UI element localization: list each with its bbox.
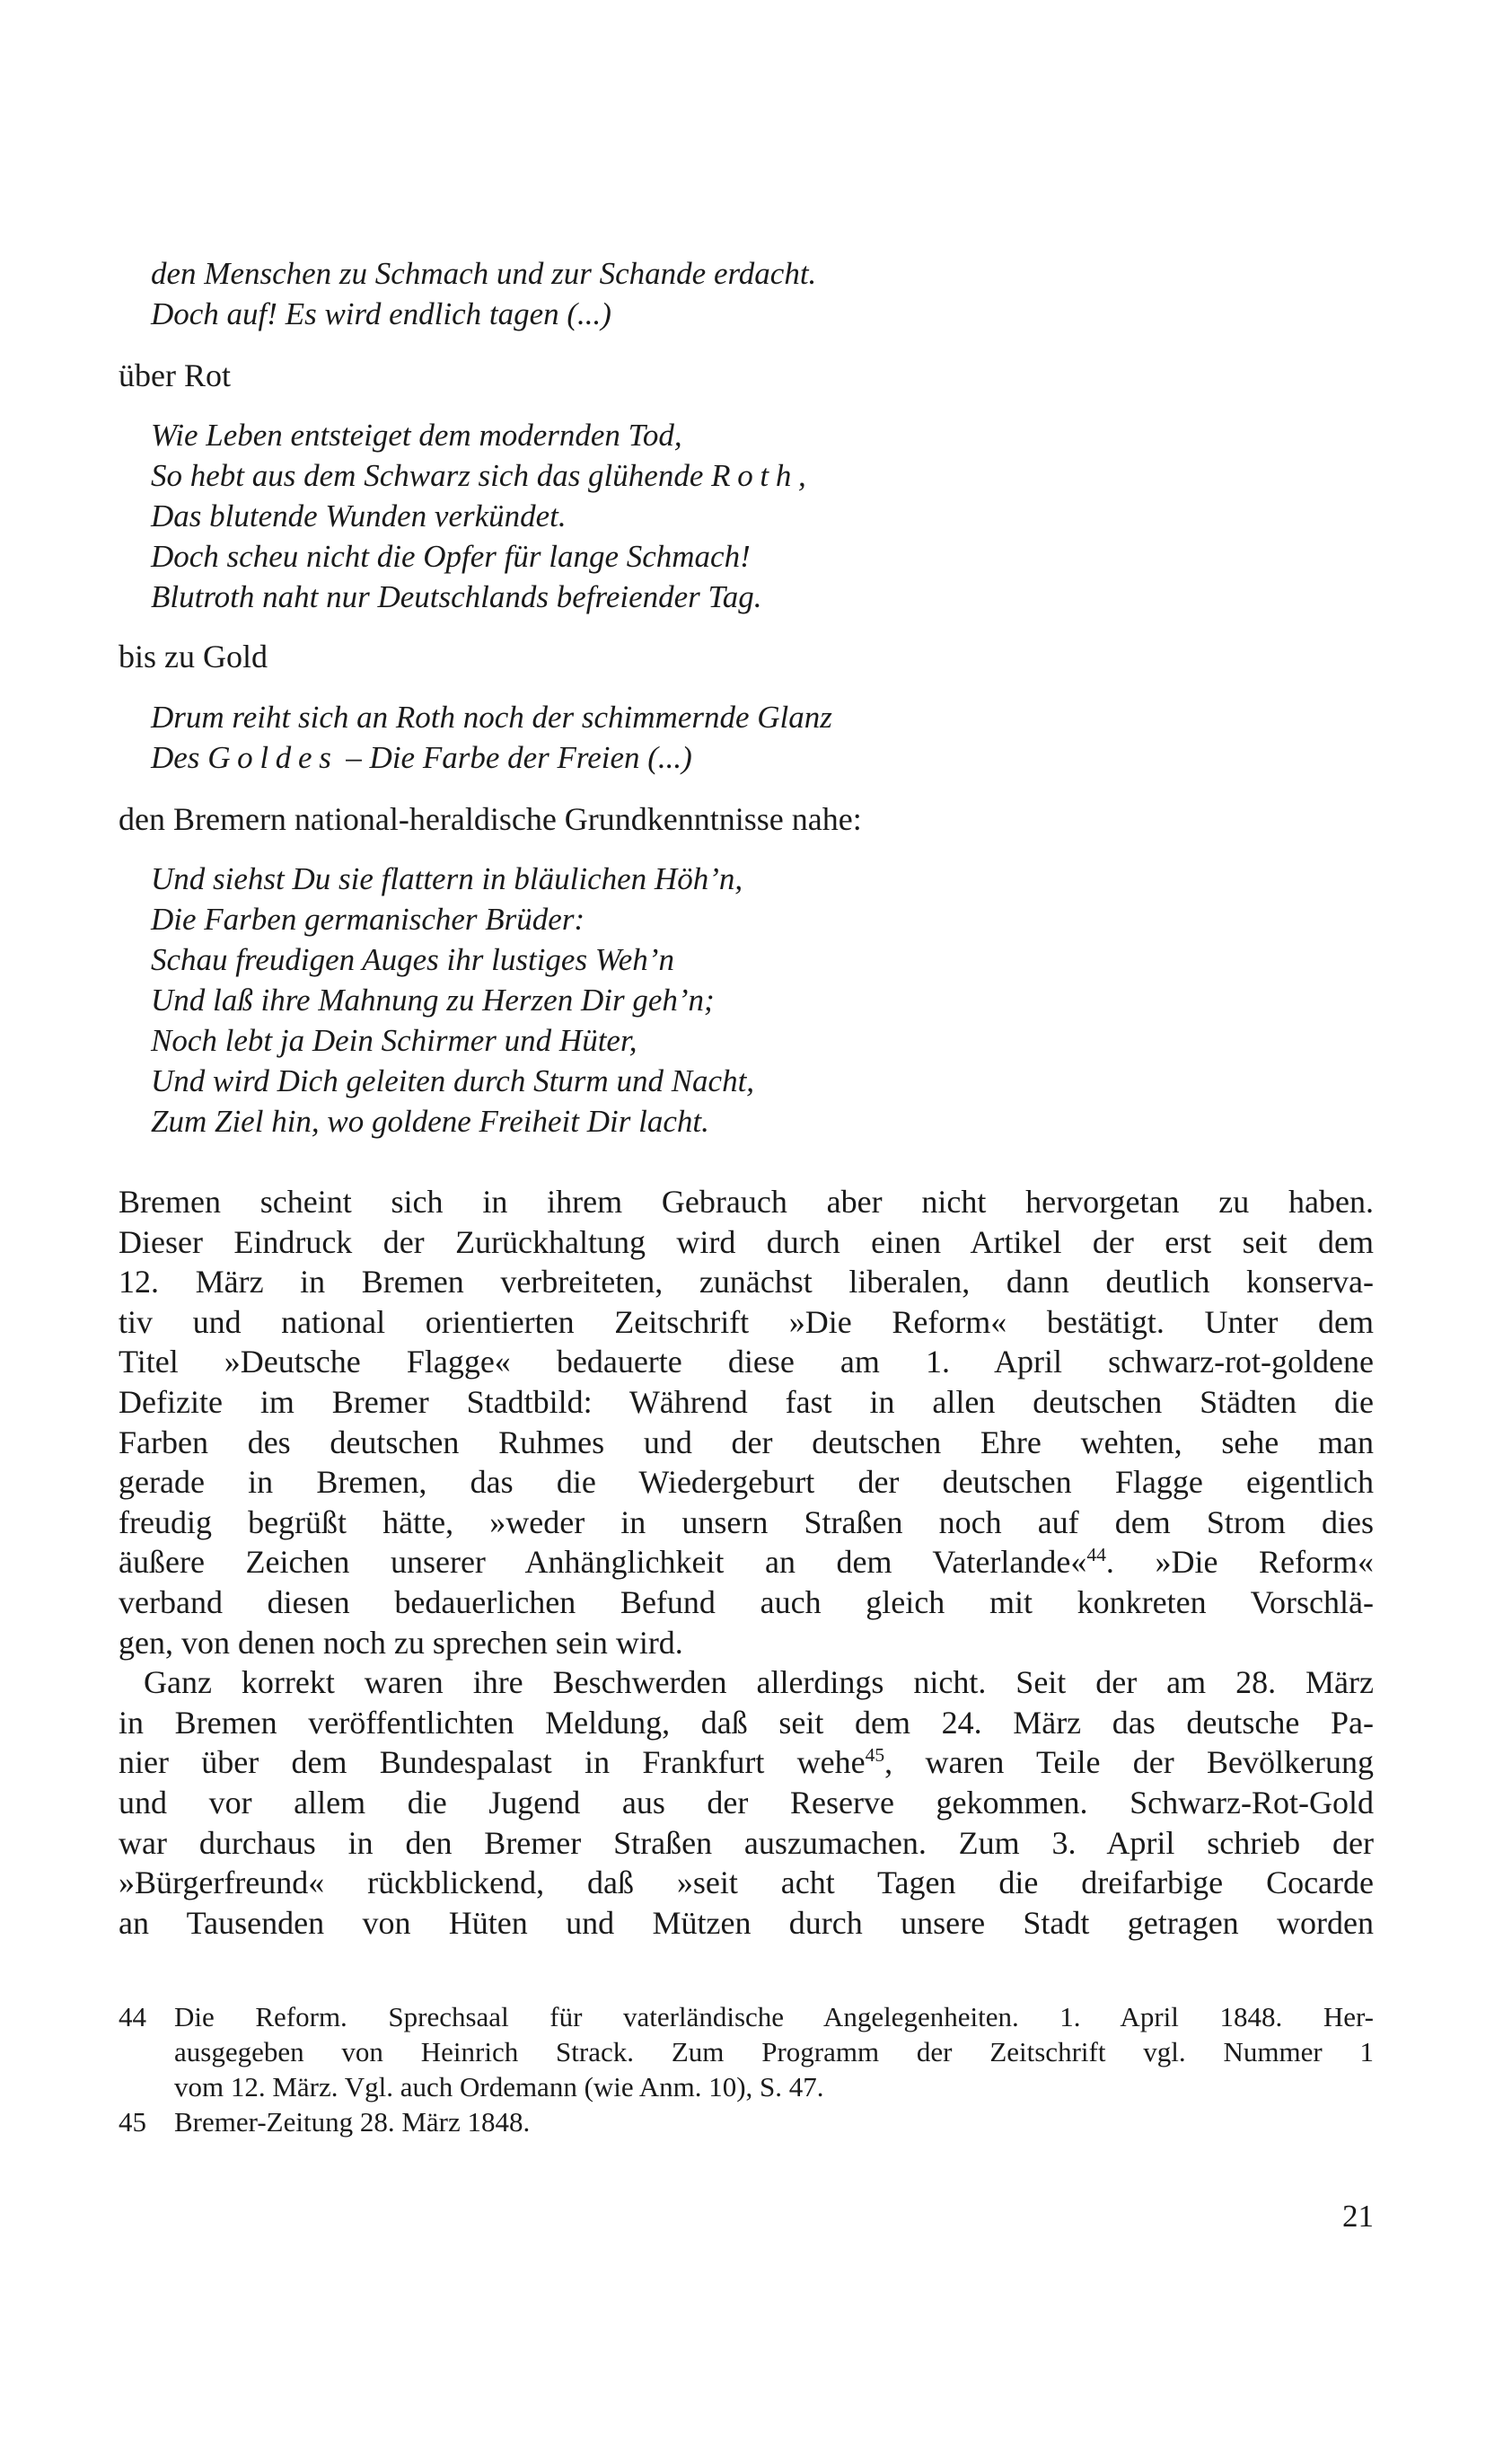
text-line: 12. März in Bremen verbreiteten, zunächst liberalen, dann deutlich konserva-	[119, 1264, 1374, 1300]
footnote-line: Bremer-Zeitung 28. März 1848.	[174, 2106, 531, 2138]
text-line: verband diesen bedauerlichen Befund auch gleich mit konkreten Vorschlä-	[119, 1583, 1374, 1620]
footnote-ref-44[interactable]: 44	[1086, 1544, 1106, 1566]
text-segment: , waren Teile der Bevölkerung	[884, 1744, 1375, 1781]
text-line: war durchaus in den Bremer Straßen auszumachen. Zum 3. April schrieb der	[119, 1824, 1374, 1861]
text-line	[119, 1542, 1374, 1582]
page-number: 21	[1342, 2199, 1374, 2234]
verse-line: Zum Ziel hin, wo goldene Freiheit Dir lacht.	[151, 1104, 709, 1139]
verse-line: Noch lebt ja Dein Schirmer und Hüter,	[151, 1023, 637, 1058]
verse-line	[151, 737, 832, 778]
text-segment: . »Die Reform«	[1105, 1544, 1374, 1581]
verse-block-4	[151, 859, 754, 1142]
footnote-text	[174, 1999, 1374, 2104]
verse-block-3	[151, 697, 832, 778]
text-line: »Bürgerfreund« rückblickend, daß »seit acht Tagen die dreifarbige Cocarde	[119, 1865, 1374, 1901]
text-line: Dieser Eindruck der Zurückhaltung wird durch einen Artikel der erst seit dem	[119, 1223, 1374, 1260]
verse-text: ,	[798, 458, 806, 493]
verse-line: Blutroth naht nur Deutschlands befreiender Tag.	[151, 579, 762, 614]
footnote-44	[119, 1999, 1374, 2104]
text-line	[119, 1742, 1374, 1783]
text-segment: äußere Zeichen unserer Anhänglichkeit an dem Vaterlande«	[119, 1544, 1087, 1581]
footnote-45	[119, 2104, 1374, 2139]
footnotes	[119, 1999, 1374, 2139]
text-line: an Tausenden von Hüten und Mützen durch unsere Stadt getragen worden	[119, 1904, 1374, 1941]
connector-text-2: bis zu Gold	[119, 639, 268, 674]
text-line: Defizite im Bremer Stadtbild: Während fast in allen deutschen Städten die	[119, 1383, 1374, 1420]
footnote-ref-45[interactable]: 45	[865, 1744, 885, 1767]
verse-line: Wie Leben entsteiget dem modernden Tod,	[151, 418, 682, 453]
text-line: in Bremen veröffentlichten Meldung, daß seit dem 24. März das deutsche Pa-	[119, 1704, 1374, 1741]
text-line: freudig begrüßt hätte, »weder in unsern Straßen noch auf dem Strom dies	[119, 1503, 1374, 1540]
footnote-line: ausgegeben von Heinrich Strack. Zum Programm der Zeitschrift vgl. Nummer 1	[174, 2036, 1374, 2067]
verse-line: Und wird Dich geleiten durch Sturm und Nacht,	[151, 1063, 755, 1098]
verse-line: Doch scheu nicht die Opfer für lange Schmach!	[151, 539, 751, 574]
verse-text: So hebt aus dem Schwarz sich das glühende	[151, 458, 712, 493]
verse-text: – Die Farbe der Freien (...)	[338, 740, 692, 775]
verse-line: Schau freudigen Auges ihr lustiges Weh’n	[151, 942, 674, 977]
verse-line: Drum reiht sich an Roth noch der schimmernde Glanz	[151, 700, 832, 735]
connector-text-3: den Bremern national-heraldische Grundkenntnisse nahe:	[119, 801, 862, 837]
footnote-number: 44	[119, 2001, 146, 2032]
verse-text: Des	[151, 740, 208, 775]
verse-block-1	[151, 253, 816, 334]
verse-line: Und laß ihre Mahnung zu Herzen Dir geh’n;	[151, 983, 715, 1018]
verse-line: den Menschen zu Schmach und zur Schande erdacht.	[151, 256, 817, 291]
body-text	[119, 1182, 1374, 1943]
verse-line: Und siehst Du sie flattern in bläulichen Höh’n,	[151, 861, 743, 896]
text-line: gerade in Bremen, das die Wiedergeburt der deutschen Flagge eigentlich	[119, 1464, 1374, 1501]
verse-line: Doch auf! Es wird endlich tagen (...)	[151, 296, 611, 331]
footnote-text	[174, 2104, 1374, 2139]
text-line: gen, von denen noch zu sprechen sein wird.	[119, 1624, 683, 1661]
verse-line: Die Farben germanischer Brüder:	[151, 902, 585, 937]
connector-text-1: über Rot	[119, 357, 231, 393]
text-line: Titel »Deutsche Flagge« bedauerte diese am 1. April schwarz-rot-goldene	[119, 1344, 1374, 1380]
footnote-line: vom 12. März. Vgl. auch Ordemann (wie Anm. 10), S. 47.	[174, 2071, 824, 2103]
text-line: tiv und national orientierten Zeitschrift »Die Reform« bestätigt. Unter dem	[119, 1303, 1374, 1340]
spaced-emphasis: Goldes	[207, 740, 338, 775]
spaced-emphasis: Roth	[711, 458, 799, 493]
verse-line	[151, 455, 806, 496]
text-line: und vor allem die Jugend aus der Reserve gekommen. Schwarz-Rot-Gold	[119, 1784, 1374, 1820]
text-line: Farben des deutschen Ruhmes und der deutschen Ehre wehten, sehe man	[119, 1424, 1374, 1460]
footnote-number: 45	[119, 2106, 146, 2138]
text-segment: nier über dem Bundespalast in Frankfurt wehe	[119, 1744, 866, 1781]
verse-block-2	[151, 415, 806, 617]
text-line: Ganz korrekt waren ihre Beschwerden allerdings nicht. Seit der am 28. März	[144, 1664, 1374, 1701]
footnote-line: Die Reform. Sprechsaal für vaterländische Angelegenheiten. 1. April 1848. Her-	[174, 2001, 1374, 2032]
text-line: Bremen scheint sich in ihrem Gebrauch aber nicht hervorgetan zu haben.	[119, 1184, 1374, 1220]
verse-line: Das blutende Wunden verkündet.	[151, 498, 567, 533]
